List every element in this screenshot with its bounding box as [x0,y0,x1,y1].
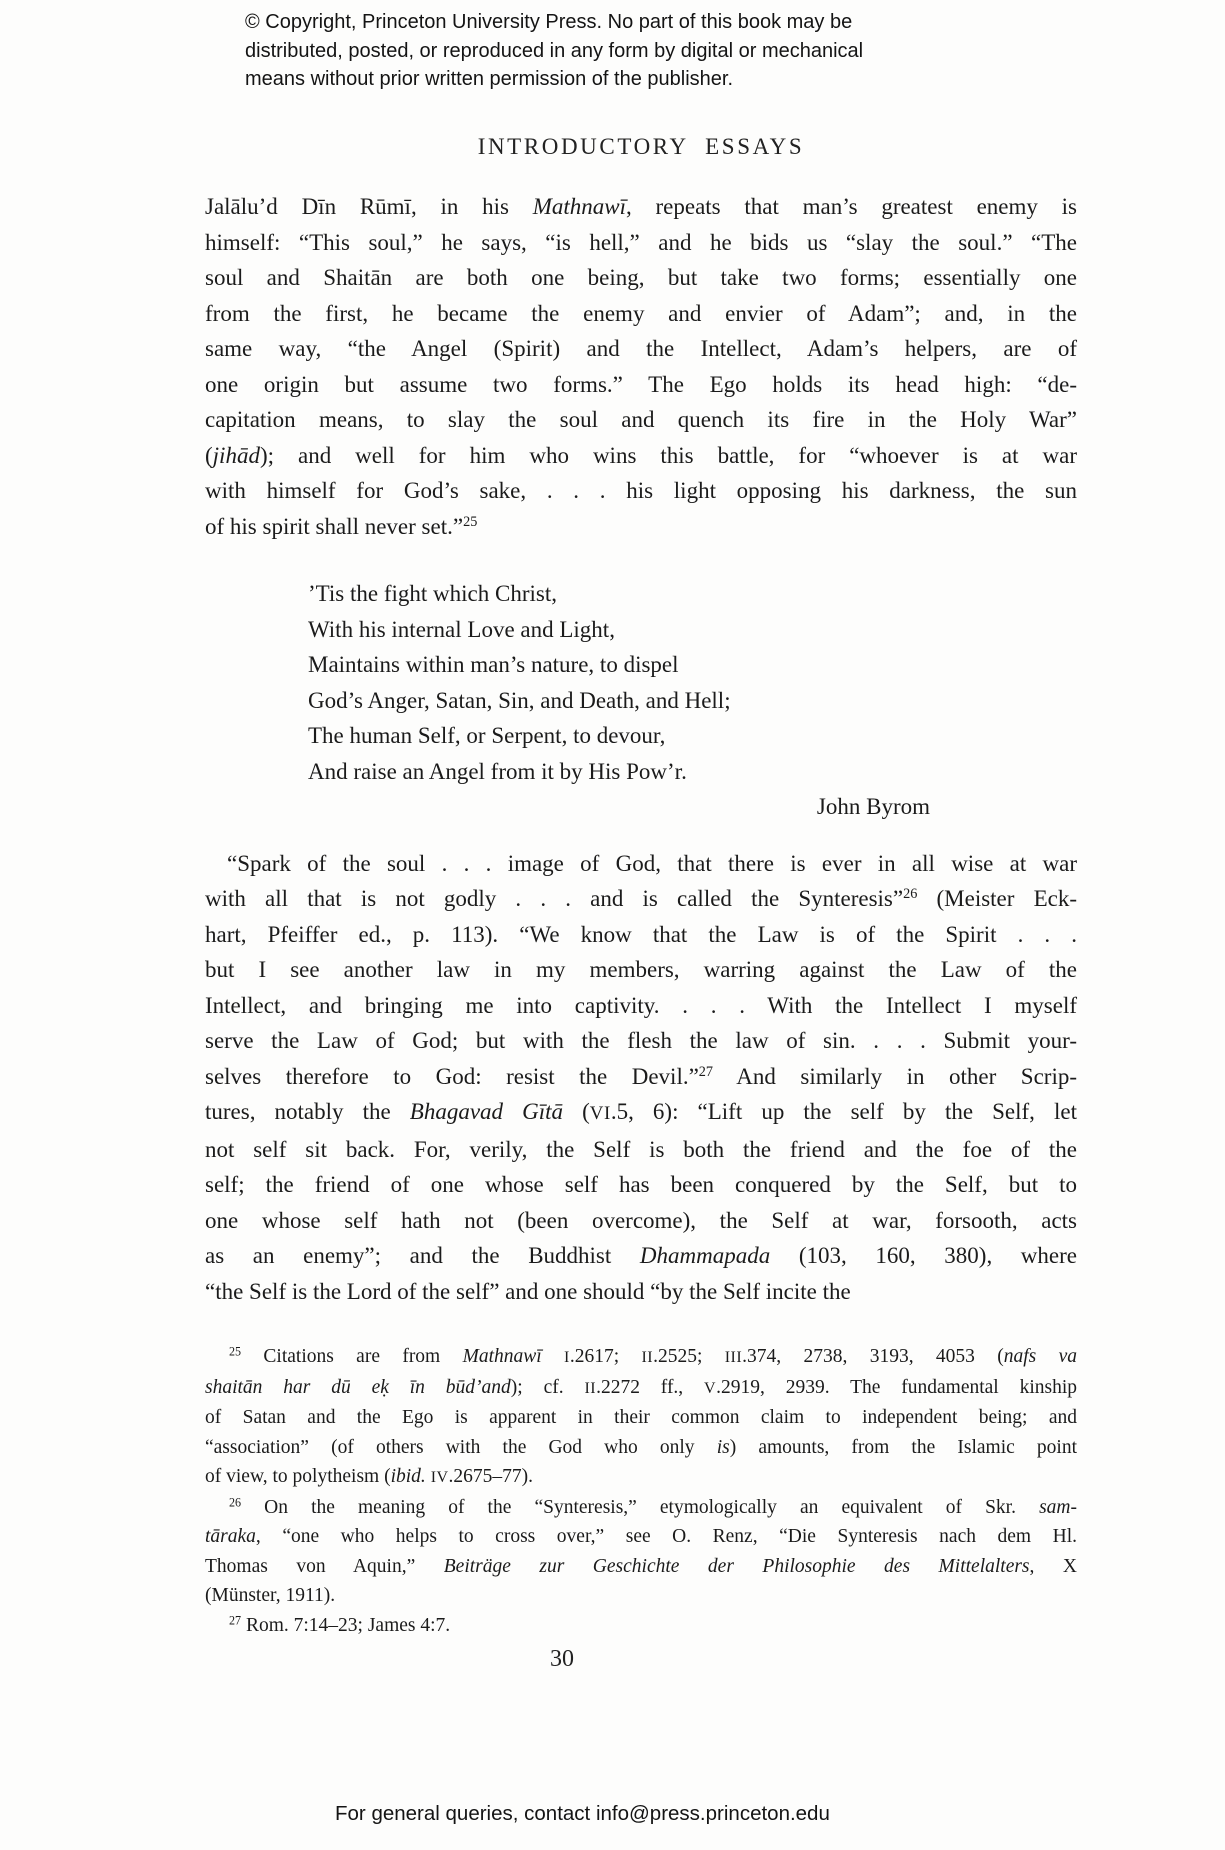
paragraph-1 [205,189,1077,544]
text-line: soul and Shaitān are both one being, but take two forms; essentially one [205,265,1077,290]
footnote [205,1342,1077,1493]
text-line: self; the friend of one whose self has been conquered by the Self, but to [205,1172,1077,1197]
text-line: same way, “the Angel (Spirit) and the Intellect, Adam’s helpers, are of [205,336,1077,361]
text-line: “Spark of the soul . . . image of God, that there is ever in all wise at war [227,850,1077,876]
text-line: © Copyright, Princeton University Press. No part of this book may be [245,11,853,33]
text-line: Intellect, and bringing me into captivity. . . . With the Intellect I myself [205,992,1077,1018]
text-line: Jalālu’d Dīn Rūmī, in his Mathnawī, repeats that man’s greatest enemy is [205,194,1077,219]
text-line: capitation means, to slay the soul and quench its fire in the Holy War” [205,407,1077,432]
poem [308,576,1077,789]
text-line: means without prior written permission of the publisher. [245,68,734,90]
text-line: $^{26}$ On the meaning of the “Synteresis,” etymologically an equivalent of Skr. sam- [229,1494,1077,1518]
text-line: not self sit back. For, verily, the Self is both the friend and the foe of the [205,1136,1077,1162]
text-line: The human Self, or Serpent, to devour, [308,723,666,748]
text-line: “association” (of others with the God who only is) amounts, from the Islamic point [205,1436,1077,1458]
text-line: shaitān har dū eḳ īn būd’and); cf. II.2272 ff., V.2919, 2939. The fundamental kinship [205,1376,1077,1398]
text-line: serve the Law of God; but with the flesh the law of sin. . . . Submit your- [205,1028,1077,1053]
text-line: selves therefore to God: resist the Devil.”$^{27}$ And similarly in other Scrip- [205,1063,1078,1089]
page-heading: INTRODUCTORY ESSAYS [477,134,805,159]
text-line: tures, notably the Bhagavad Gītā (VI.5, 6): “Lift up the self by the Self, let [205,1099,1077,1124]
footnote [205,1493,1077,1611]
text-line: distributed, posted, or reproduced in any form by digital or mechanical [245,39,864,62]
text-line: as an enemy”; and the Buddhist Dhammapada (103, 160, 380), where [205,1243,1077,1268]
text-line: Thomas von Aquin,” Beiträge zur Geschichte der Philosophie des Mittelalters, X [205,1555,1077,1577]
footnote [205,1611,1077,1641]
text-line: With his internal Love and Light, [308,616,615,642]
text-line: And raise an Angel from it by His Pow’r. [308,758,687,784]
text-line: hart, Pfeiffer ed., p. 113). “We know that the Law is of the Spirit . . . [205,921,1077,947]
text-line: of his spirit shall never set.”$^{25}$ [205,513,478,539]
text-line: $^{27}$ Rom. 7:14–23; James 4:7. [229,1612,451,1636]
text-line: himself: “This soul,” he says, “is hell,” and he bids us “slay the soul.” “The [205,229,1077,255]
footnotes [205,1342,1077,1640]
text-line: ’Tis the fight which Christ, [308,581,557,606]
text-line: of view, to polytheism (ibid. IV.2675–77). [205,1466,534,1487]
text-line: $^{25}$ Citations are from Mathnawī I.2617; II.2525; III.374, 2738, 3193, 4053 (nafs va [229,1344,1078,1367]
text-line: with all that is not godly . . . and is called the Synteresis”$^{26}$ (Meister Eck- [205,886,1077,911]
poem-attribution: John Byrom [816,794,930,819]
text-line: God’s Anger, Satan, Sin, and Death, and Hell; [308,687,731,713]
copyright-notice [245,8,863,94]
text-line: (jihād); and well for him who wins this battle, for “whoever is at war [205,442,1077,468]
text-line: one origin but assume two forms.” The Ego holds its head high: “de- [205,371,1077,397]
text-line: Maintains within man’s nature, to dispel [308,652,679,677]
footer-contact: For general queries, contact info@press.princeton.edu [335,1802,830,1825]
page-number: 30 [550,1646,574,1672]
text-line: one whose self hath not (been overcome), the Self at war, forsooth, acts [205,1207,1077,1233]
body-text [205,189,1077,1640]
text-line: with himself for God’s sake, . . . his light opposing his darkness, the sun [205,478,1077,503]
text-line: of Satan and the Ego is apparent in their common claim to independent being; and [205,1407,1077,1428]
paragraph-2 [205,846,1077,1310]
text-line: from the first, he became the enemy and envier of Adam”; and, in the [205,300,1077,326]
text-line: but I see another law in my members, warring against the Law of the [205,957,1077,982]
text-line: tāraka, “one who helps to cross over,” see O. Renz, “Die Synteresis nach dem Hl. [205,1526,1077,1547]
text-line: (Münster, 1911). [205,1585,336,1606]
text-line: “the Self is the Lord of the self” and one should “by the Self incite the [205,1278,851,1304]
